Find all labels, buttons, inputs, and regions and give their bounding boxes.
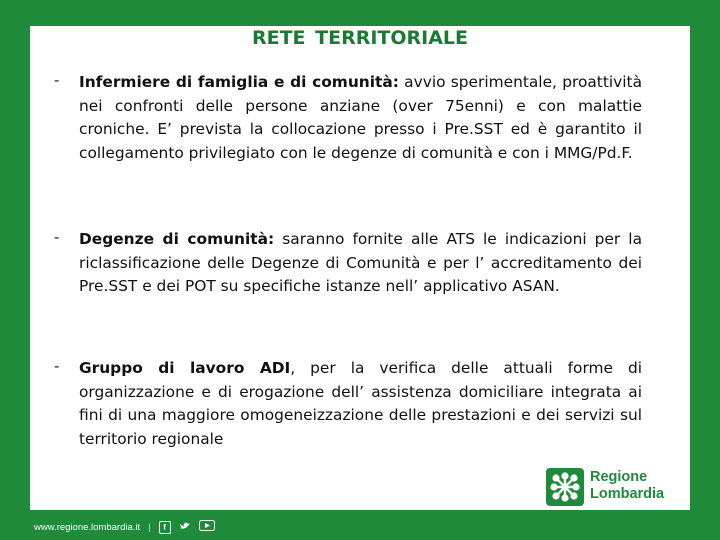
bullet-text — [79, 71, 642, 165]
bullet-dash: - — [54, 71, 60, 89]
logo-line1: Regione — [590, 469, 648, 485]
bullet-body: saranno fornite alle ATS le indicazioni per la riclassificazione delle Degenze di Comunità e per l’ accreditamento dei Pre.SST e dei POT su specifiche istanze nell’ applicativo ASAN. — [79, 230, 642, 295]
bullet-dash: - — [54, 357, 60, 375]
bullet-lead: Degenze di comunità: — [79, 230, 275, 248]
footer-separator: | — [148, 521, 151, 533]
bullet-lead: Gruppo di lavoro ADI — [79, 359, 291, 377]
frame-right — [690, 0, 720, 540]
bullet-text — [79, 357, 642, 451]
bullet-lead: Infermiere di famiglia e di comunità: — [79, 73, 399, 91]
rosa-camuna-icon — [546, 468, 584, 506]
regione-lombardia-logo — [546, 464, 686, 508]
frame-top — [0, 0, 720, 26]
footer — [34, 517, 215, 537]
bullet-dash: - — [54, 228, 60, 246]
logo-line2: Lombardia — [590, 486, 665, 502]
footer-url[interactable]: www.regione.lombardia.it — [34, 521, 141, 533]
bullet-body: avvio sperimentale, proattività nei confronti delle persone anziane (over 75enni) e con malattie croniche. E’ prevista la collocazione presso i Pre.SST ed è garantito il collegamento privilegiato con le degenze di comunità e con i MMG/Pd.F. — [79, 73, 642, 162]
bullet-text — [79, 228, 642, 299]
youtube-icon[interactable] — [199, 520, 215, 534]
facebook-icon[interactable]: f — [159, 521, 171, 534]
twitter-icon[interactable] — [179, 521, 191, 534]
frame-left — [0, 0, 30, 540]
slide-content — [30, 26, 690, 510]
logo-text — [590, 469, 664, 503]
slide-title: RETE TERRITORIALE — [251, 27, 469, 49]
bullet-body: , per la verifica delle attuali forme di organizzazione e di erogazione dell’ assistenza domiciliare integrata ai fini di una maggiore omogeneizzazione delle prestazioni e dei servizi sul territorio regionale — [79, 359, 643, 448]
